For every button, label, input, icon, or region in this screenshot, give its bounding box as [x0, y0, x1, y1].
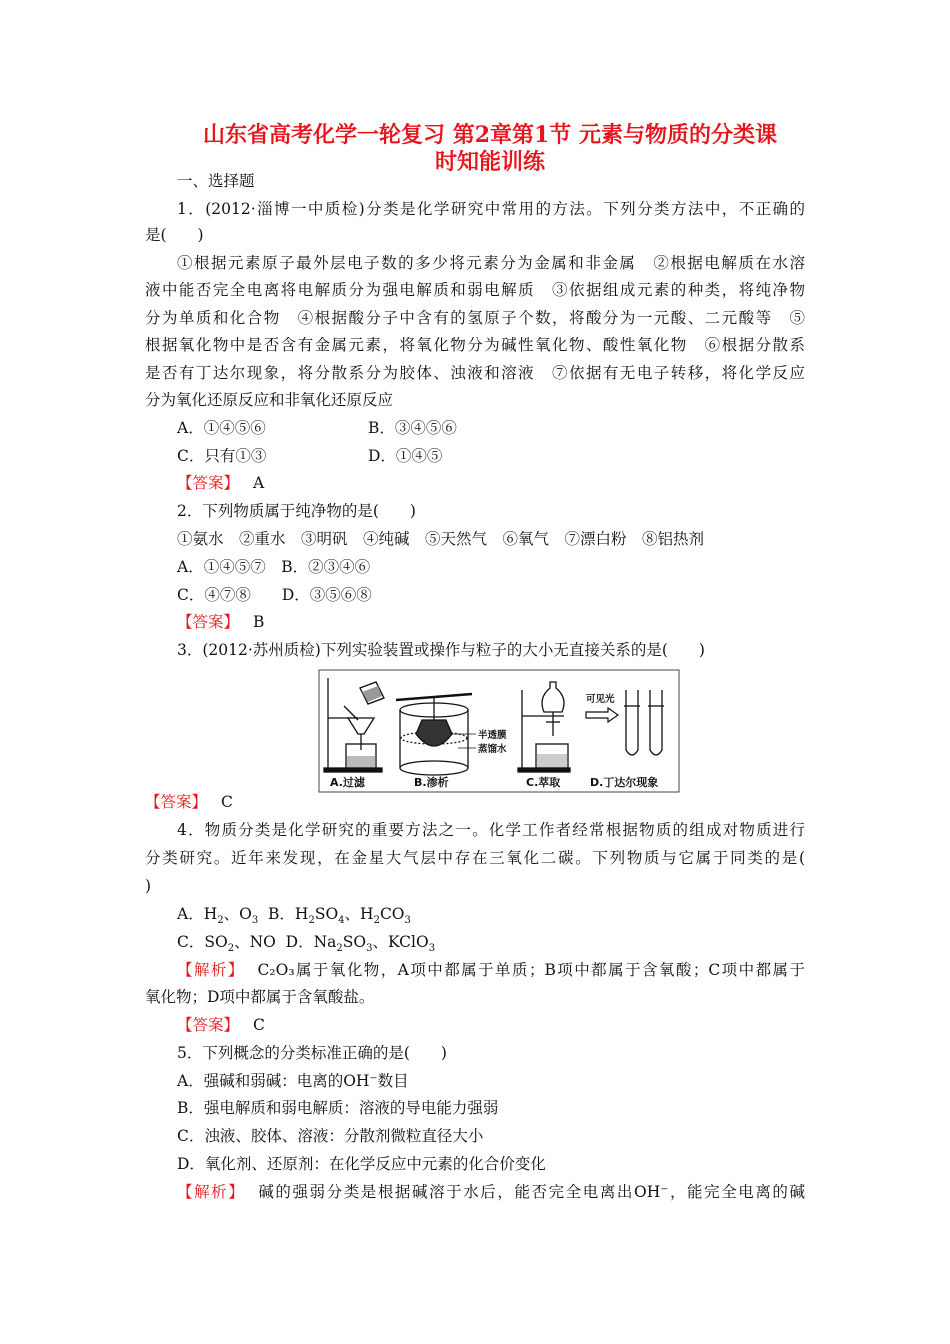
answer-tag: 【答案】	[177, 474, 240, 492]
q2-options-ab: A．①④⑤⑦ B．②③④⑥	[177, 558, 371, 576]
q5-option-a: A．强碱和弱碱：电离的OH⁻数目	[177, 1072, 409, 1090]
q4-analysis-line-1	[177, 960, 805, 980]
apparatus-drawing	[318, 668, 680, 794]
q2-items: ①氨水 ②重水 ③明矾 ④纯碱 ⑤天然气 ⑥氧气 ⑦漂白粉 ⑧铝热剂	[177, 530, 705, 548]
q1-body-line-6: 分为氧化还原反应和非氧化还原反应	[145, 391, 394, 409]
q4-analysis-line-2: 氧化物；D项中都属于含氧酸盐。	[145, 988, 375, 1006]
q1-answer	[177, 473, 264, 493]
q1-stem-line-2: 是( )	[145, 226, 204, 244]
label-water: 蒸馏水	[478, 744, 507, 755]
label-b: B.渗析	[414, 776, 449, 789]
test-tubes	[624, 690, 664, 755]
q1-body-line-4: 根据氧化物中是否含有金属元素，将氧化物分为碱性氧化物、酸性氧化物 ⑥根据分散系	[145, 336, 805, 354]
label-d: D.丁达尔现象	[590, 776, 659, 789]
analysis-tag: 【解析】	[177, 1183, 246, 1201]
q2-answer	[177, 612, 264, 632]
title-line-2: 时知能训练	[434, 149, 545, 175]
q1-body-line-3: 分为单质和化合物 ④根据酸分子中含有的氢原子个数，将酸分为一元酸、二元酸等 ⑤	[145, 309, 805, 327]
q1-body-line-2: 液中能否完全电离将电解质分为强电解质和弱电解质 ③依据组成元素的种类，将纯净物	[145, 281, 805, 299]
q3-stem: 3．(2012·苏州质检)下列实验装置或操作与粒子的大小无直接关系的是( )	[177, 641, 705, 659]
q1-stem-line-1: 1．(2012·淄博一中质检)分类是化学研究中常用的方法。下列分类方法中，不正确的	[177, 200, 805, 218]
q5-option-c: C．浊液、胶体、溶液：分散剂微粒直径大小	[177, 1127, 484, 1145]
filtration-apparatus	[324, 678, 384, 772]
q5-option-b: B．强电解质和弱电解质：溶液的导电能力强弱	[177, 1099, 499, 1117]
label-light: 可见光	[586, 694, 615, 705]
q4-stem-line-3: )	[145, 877, 152, 895]
q1-body-line-5: 是否有丁达尔现象，将分散系分为胶体、浊液和溶液 ⑦依据有无电子转移，将化学反应	[145, 364, 805, 382]
answer-value: C	[221, 793, 233, 811]
answer-value: C	[253, 1016, 265, 1034]
document-title	[140, 122, 840, 176]
q5-stem: 5．下列概念的分类标准正确的是( )	[177, 1044, 447, 1062]
label-membrane: 半透膜	[478, 730, 507, 741]
q5-analysis-line-1	[177, 1182, 805, 1202]
extraction-apparatus	[518, 682, 570, 772]
q1-option-d: D．①④⑤	[368, 447, 443, 465]
analysis-text: 碱的强弱分类是根据碱溶于水后，能否完全电离出OH⁻，能完全电离的碱	[258, 1183, 805, 1201]
light-arrow	[586, 708, 618, 722]
section-heading: 一、选择题	[177, 172, 255, 190]
q2-options-cd: C．④⑦⑧ D．③⑤⑥⑧	[177, 586, 372, 604]
dialysis-apparatus	[396, 694, 472, 775]
answer-tag: 【答案】	[145, 793, 208, 811]
q2-stem: 2．下列物质属于纯净物的是( )	[177, 502, 416, 520]
label-c: C.萃取	[526, 776, 561, 789]
q3-apparatus-figure	[318, 668, 680, 794]
q4-stem-line-1: 4．物质分类是化学研究的重要方法之一。化学工作者经常根据物质的组成对物质进行	[177, 821, 805, 839]
q1-option-c: C．只有①③	[177, 447, 267, 465]
q4-options-ab: A．$H_2$、$O_3$ B．$H_2SO_4$、$H_2CO_3$	[177, 905, 411, 927]
analysis-text: C₂O₃属于氧化物，A项中都属于单质；B项中都属于含氧酸；C项中都属于	[257, 961, 805, 979]
analysis-tag: 【解析】	[177, 961, 245, 979]
q1-option-a: A．①④⑤⑥	[177, 419, 266, 437]
label-a: A.过滤	[330, 776, 365, 789]
answer-value: A	[253, 474, 265, 492]
q4-options-cd: C．$SO_2$、NO D．$Na_2SO_3$、KClO$_3$	[177, 933, 436, 955]
q3-answer	[145, 792, 233, 812]
answer-value: B	[253, 613, 265, 631]
answer-tag: 【答案】	[177, 1016, 240, 1034]
q5-option-d: D．氧化剂、还原剂：在化学反应中元素的化合价变化	[177, 1155, 546, 1173]
q1-option-b: B．③④⑤⑥	[368, 419, 457, 437]
q1-body-line-1: ①根据元素原子最外层电子数的多少将元素分为金属和非金属 ②根据电解质在水溶	[177, 254, 805, 272]
answer-tag: 【答案】	[177, 613, 240, 631]
q4-answer	[177, 1015, 265, 1035]
title-line-1: 山东省高考化学一轮复习 第2章第1节 元素与物质的分类课	[203, 122, 777, 148]
q4-stem-line-2: 分类研究。近年来发现，在金星大气层中存在三氧化二碳。下列物质与它属于同类的是(	[145, 849, 805, 867]
